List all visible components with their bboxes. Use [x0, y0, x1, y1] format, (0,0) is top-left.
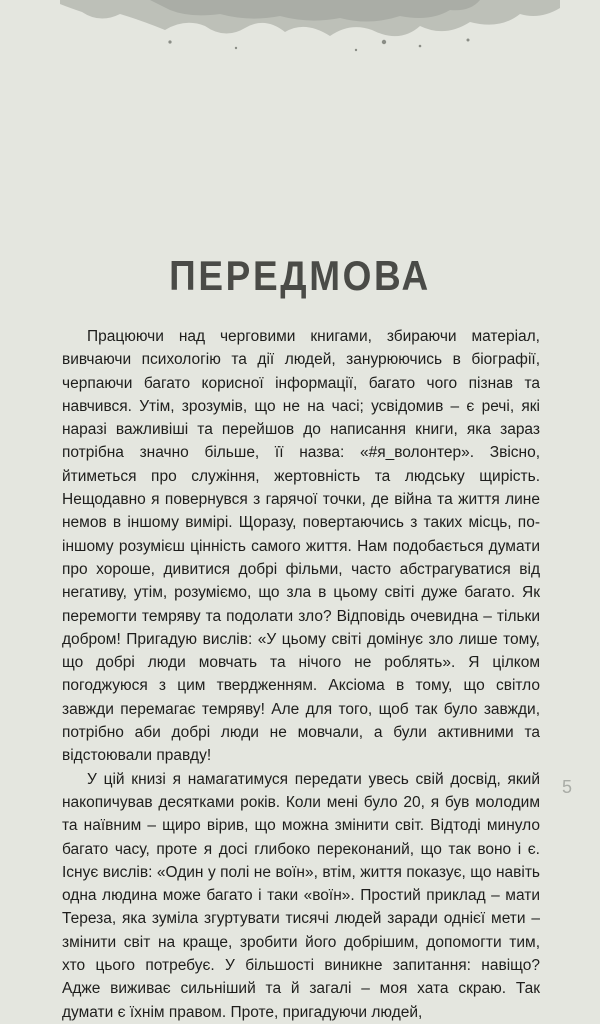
- body-text: [62, 325, 540, 1024]
- ink-splash-decoration: [0, 0, 600, 60]
- page-number: 5: [562, 777, 573, 797]
- paragraph: У цій книзі я намагатимуся передати увесь свій досвід, який накопичував десятками років. Коли мені було 20, я був молодим та наївним – щиро вірив, що можна змінити світ. Відтоді минуло багато часу, проте я досі глибоко переконаний, що так воно і є. Існує вислів: «Один у полі не воїн», втім, життя показує, що навіть одна людина може багато і таки «воїн». Простий приклад – мати Тереза, яка зуміла згуртувати тисячі людей заради однієї мети – змінити світ на краще, зробити його добрішим, допомогти тим, хто цього потребує. У більшості виникне запитання: навіщо? Адже виживає сильніший та й загалі – моя хата скраю. Так думати є їхнім правом. Проте, пригадуючи людей,: [62, 770, 540, 1021]
- page-title: ПЕРЕДМОВА: [169, 252, 431, 299]
- paragraph: Працюючи над черговими книгами, збираючи матеріал, вивчаючи психологію та дії людей, занурюючись в біографії, черпаючи багато корисної інформації, багато чого пізнав та навчився. Утім, зрозумів, що не на часі; усвідомив – є речі, які наразі важливіші та перейшов до написання книги, яка зараз потрібна значно більше, її назва: «#я_волонтер». Звісно, йтиметься про служіння, жертовність та людську щирість. Нещодавно я повернувся з гарячої точки, де війна та життя лине немов в іншому вимірі. Щоразу, повертаючись з таких місць, по-іншому розумієш цінність самого життя. Нам подобається думати про хороше, дивитися добрі фільми, часто абстрагуватися від негативу, утім, розуміємо, що зла в цьому світі дуже багато. Як перемогти темряву та подолати зло? Відповідь очевидна – тільки добром! Пригадую вислів: «У цьому світі домінує зло лише тому, що добрі люди мовчать та нічого не роблять». Я цілком погоджуюся з цим твердженням. Аксіома в тому, що світло завжди перемагає темряву! Але для того, щоб так було завжди, потрібно аби добрі люди не мовчали, а були активними та відстоювали правду!: [62, 328, 540, 765]
